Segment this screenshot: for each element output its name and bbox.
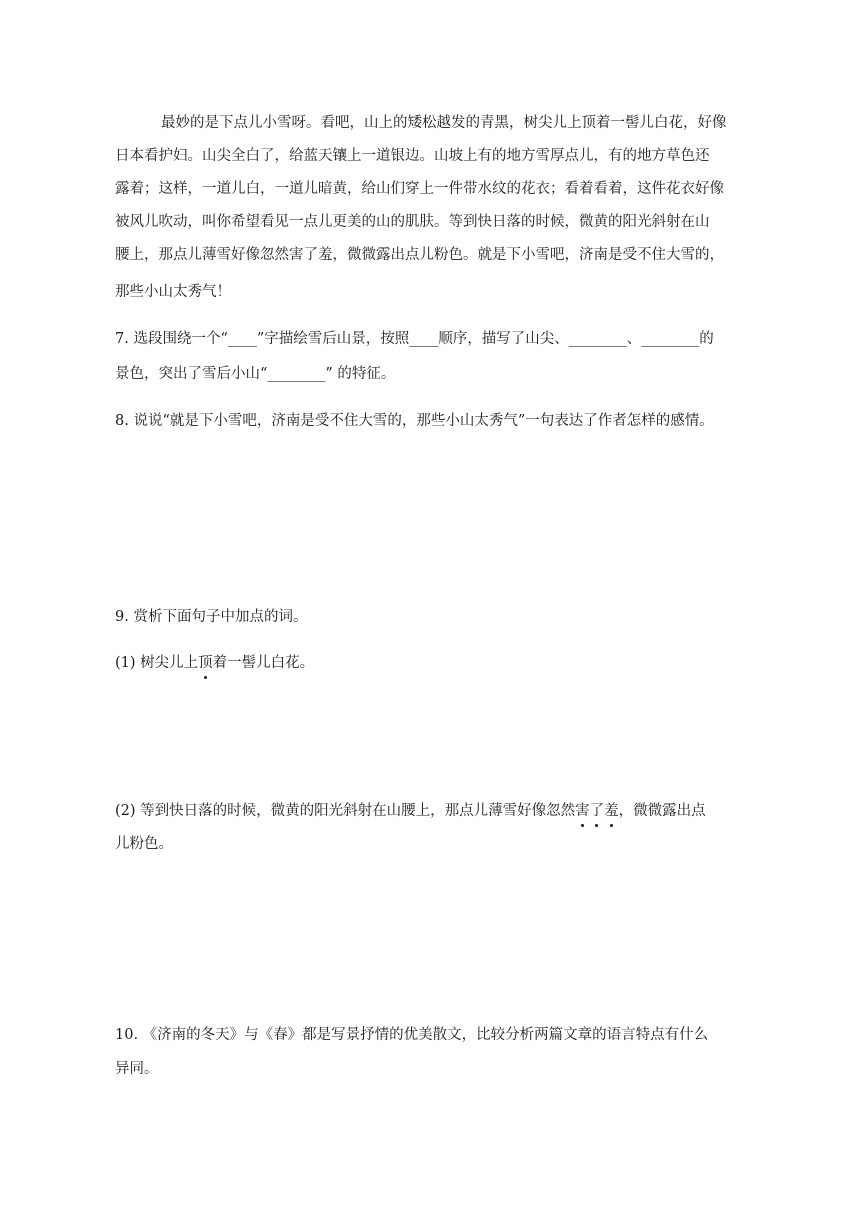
dotted-word-hai: 害 — [575, 803, 590, 819]
question-7-line-2: 景色，突出了雪后小山“________” 的特征。 — [115, 366, 396, 382]
question-9-title: 9. 赏析下面句子中加点的词。 — [115, 609, 308, 625]
dotted-word-ding: 顶 — [198, 655, 213, 671]
question-10-line-1: 10. 《济南的冬天》与《春》都是写景抒情的优美散文，比较分析两篇文章的语言特点有什么 — [115, 1027, 709, 1043]
passage-line-6: 那些小山太秀气！ — [115, 284, 231, 300]
sub-1-text-after: 着一髻儿白花。 — [212, 655, 315, 671]
question-10-line-2: 异同。 — [115, 1061, 159, 1077]
question-7-line-1: 7. 选段围绕一个“____”字描绘雪后山景，按照____顺序，描写了山尖、________、________的 — [115, 331, 714, 347]
question-9-sub-2-line-1 — [115, 801, 755, 821]
sub-2-text-before: (2) 等到快日落的时候，微黄的阳光斜射在山腰上，那点儿薄雪好像忽然 — [115, 803, 576, 819]
question-8: 8. 说说“就是下小雪吧，济南是受不住大雪的，那些小山太秀气”一句表达了作者怎样的感情。 — [115, 413, 714, 429]
passage-line-3: 露着；这样，一道儿白，一道儿暗黄，给山们穿上一件带水纹的花衣；看着看着，这件花衣好像 — [115, 181, 724, 197]
dotted-word-xiu: 羞 — [604, 803, 619, 819]
sub-2-text-after: ，微微露出点 — [618, 803, 706, 819]
question-9-sub-2-line-2: 儿粉色。 — [115, 836, 173, 852]
dotted-word-le: 了 — [589, 803, 605, 819]
sub-1-text-before: (1) 树尖儿上 — [115, 655, 199, 671]
question-9-sub-1 — [115, 653, 755, 673]
passage-line-5: 腰上，那点儿薄雪好像忽然害了羞，微微露出点儿粉色。就是下小雪吧，济南是受不住大雪的， — [115, 247, 724, 263]
passage-line-1: 最妙的是下点儿小雪呀。看吧，山上的矮松越发的青黑，树尖儿上顶着一髻儿白花，好像 — [161, 115, 727, 131]
passage-line-4: 被风儿吹动，叫你希望看见一点儿更美的山的肌肤。等到快日落的时候，微黄的阳光斜射在山 — [115, 214, 710, 230]
passage-line-2: 日本看护妇。山尖全白了，给蓝天镶上一道银边。山坡上有的地方雪厚点儿，有的地方草色还 — [115, 148, 710, 164]
